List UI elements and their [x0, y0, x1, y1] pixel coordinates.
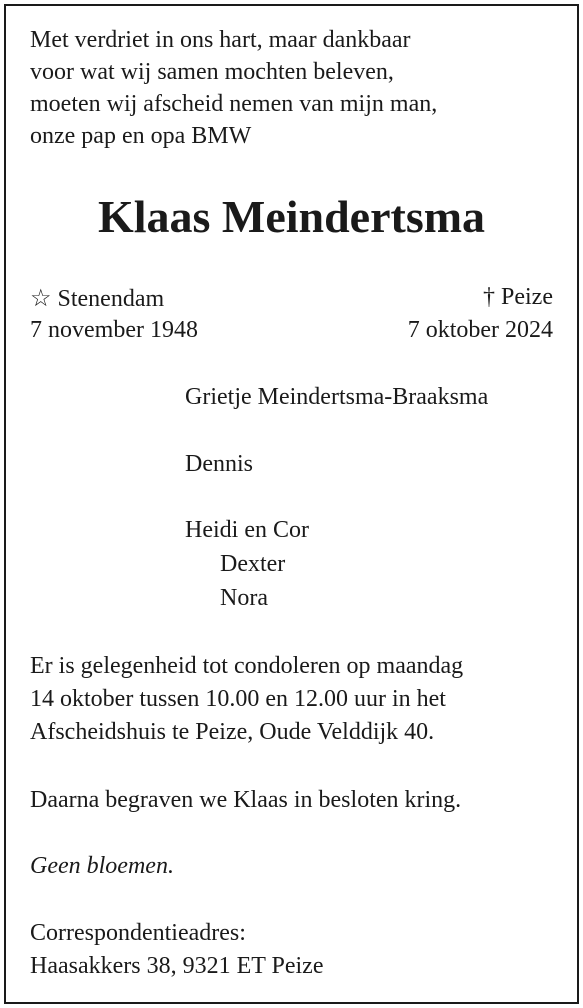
intro-line: onze pap en opa BMW: [30, 123, 252, 149]
birth-date: 7 november 1948: [30, 317, 198, 343]
birth-place: ☆ Stenendam: [30, 286, 165, 312]
no-flowers-note: Geen bloemen.: [30, 853, 174, 879]
correspondence-label: Correspondentieadres:: [30, 920, 246, 946]
family-spouse: Grietje Meindertsma-Braaksma: [185, 384, 489, 410]
condolence-line: Er is gelegenheid tot condoleren op maandag: [30, 653, 464, 679]
intro-text: [30, 24, 437, 152]
death-date: 7 oktober 2024: [407, 317, 553, 343]
intro-line: Met verdriet in ons hart, maar dankbaar: [30, 27, 411, 53]
death-place: † Peize: [483, 284, 553, 310]
condolence-text: [30, 650, 463, 749]
family-grandchild: Dexter: [220, 551, 286, 577]
family-child: Heidi en Cor: [185, 517, 309, 543]
deceased-name: Klaas Meindertsma: [97, 191, 486, 242]
burial-text: Daarna begraven we Klaas in besloten kring.: [30, 787, 462, 813]
intro-line: voor wat wij samen mochten beleven,: [30, 59, 394, 85]
condolence-line: 14 oktober tussen 10.00 en 12.00 uur in het: [30, 686, 446, 712]
correspondence-address: Haasakkers 38, 9321 ET Peize: [30, 953, 324, 979]
condolence-line: Afscheidshuis te Peize, Oude Velddijk 40.: [30, 719, 435, 745]
intro-line: moeten wij afscheid nemen van mijn man,: [30, 91, 438, 117]
family-child: Dennis: [185, 451, 253, 477]
family-grandchild: Nora: [220, 585, 268, 611]
